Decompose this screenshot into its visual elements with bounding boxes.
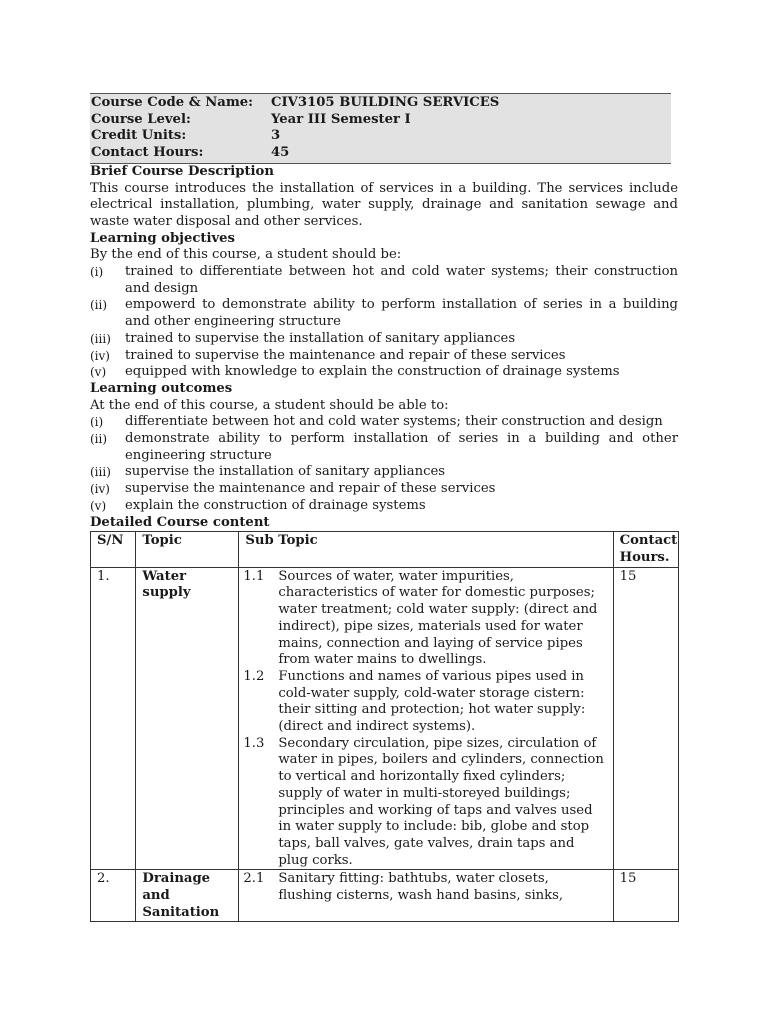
table-header-row (91, 532, 679, 567)
table-row (91, 567, 679, 870)
list-item (90, 464, 678, 481)
outcomes-heading: Learning outcomes (90, 380, 233, 396)
row-topic: Water supply (136, 567, 239, 870)
subtopic-text: Functions and names of various pipes used in cold-water supply, cold-water storage cistern: their sitting and protection; hot water supply: (direct and indirect systems). (278, 668, 586, 735)
subtopic-item (245, 871, 606, 904)
list-item (90, 348, 678, 365)
row-sn: 1. (91, 567, 136, 870)
list-item-number: (iii) (90, 465, 111, 480)
list-item-number: (iv) (90, 482, 110, 497)
list-item-text: supervise the maintenance and repair of these services (125, 481, 496, 497)
table-row (91, 870, 679, 922)
list-item-text: equipped with knowledge to explain the construction of drainage systems (125, 364, 620, 380)
subtopic-number: 1.2 (243, 668, 265, 684)
subtopic-text: Sources of water, water impurities, characteristics of water for domestic purposes; water treatment; cold water supply: (direct and indirect), pipe sizes, materials used for water mains, connection and laying of service pipes from water mains to dwellings. (278, 568, 598, 668)
list-item (90, 481, 678, 498)
list-item-number: (iv) (90, 348, 110, 363)
list-item-number: (ii) (90, 432, 108, 447)
subtopic-text: Sanitary fitting: bathtubs, water closets, flushing cisterns, wash hand basins, sinks, (278, 871, 564, 904)
list-item-number: (ii) (90, 298, 108, 313)
row-sn: 2. (91, 870, 136, 922)
objectives-intro: By the end of this course, a student should be: (90, 247, 402, 263)
list-item-text: differentiate between hot and cold water systems; their construction and design (125, 414, 663, 430)
subtopic-number: 2.1 (243, 871, 265, 887)
course-info-label: Course Level: (91, 111, 191, 127)
list-item-number: (i) (90, 415, 104, 430)
row-hours: 15 (613, 567, 678, 870)
list-item-number: (i) (90, 265, 104, 280)
column-header-subtopic: Sub Topic (239, 532, 613, 567)
subtopic-item (245, 669, 606, 736)
description-text: This course introduces the installation of services in a building. The services include electrical installation, plumbing, water supply, drainage and sanitation sewage and waste water disposal and other services. (90, 180, 678, 229)
list-item-text: supervise the installation of sanitary appliances (125, 464, 446, 480)
row-subtopics (239, 870, 613, 922)
row-subtopics (239, 567, 613, 870)
row-hours: 15 (613, 870, 678, 922)
list-item (90, 264, 678, 297)
list-item-text: demonstrate ability to perform installation of series in a building and other engineering structure (125, 431, 678, 463)
course-info-label: Course Code & Name: (91, 95, 254, 110)
course-info-value: CIV3105 BUILDING SERVICES (271, 95, 500, 110)
list-item-text: trained to differentiate between hot and cold water systems; their construction and design (125, 264, 678, 296)
course-info-row (91, 145, 671, 162)
objectives-heading: Learning objectives (90, 230, 235, 246)
subtopic-text: Secondary circulation, pipe sizes, circulation of water in pipes, boilers and cylinders, connection to vertical and horizontally fixed cylinders; supply of water in multi-storeyed buildings; principles and working of taps and valves used in water supply to include: bib, globe and stop taps, ball valves, gate valves, drain taps and plug corks. (278, 735, 604, 868)
row-topic: Drainage and Sanitation (136, 870, 239, 922)
list-item (90, 498, 678, 515)
list-item-text: trained to supervise the maintenance and repair of these services (125, 347, 566, 363)
column-header-sn: S/N (91, 532, 136, 567)
list-item-text: trained to supervise the installation of sanitary appliances (125, 330, 516, 346)
course-info-value: 45 (271, 145, 290, 161)
course-info-row (91, 128, 671, 145)
list-item-number: (v) (90, 365, 107, 380)
objectives-list (90, 264, 678, 381)
list-item-number: (v) (90, 498, 107, 513)
course-info-row (91, 95, 671, 112)
subtopic-item (245, 569, 606, 669)
course-info-label: Credit Units: (91, 128, 187, 144)
outcomes-list (90, 414, 678, 514)
subtopic-number: 1.3 (243, 735, 265, 751)
course-info-box (90, 93, 671, 164)
subtopic-number: 1.1 (243, 568, 265, 584)
description-heading: Brief Course Description (90, 163, 274, 179)
list-item (90, 364, 678, 381)
list-item-text: explain the construction of drainage systems (125, 497, 426, 513)
column-header-hours: Contact Hours. (613, 532, 678, 567)
list-item (90, 414, 678, 431)
column-header-topic: Topic (136, 532, 239, 567)
course-content-table (90, 531, 679, 922)
list-item (90, 297, 678, 330)
outcomes-intro: At the end of this course, a student should be able to: (90, 397, 449, 413)
course-info-row (91, 112, 671, 129)
course-info-value: Year III Semester I (271, 111, 411, 127)
course-info-label: Contact Hours: (91, 145, 204, 161)
list-item-number: (iii) (90, 331, 111, 346)
list-item (90, 431, 678, 464)
content-heading: Detailed Course content (90, 514, 270, 530)
list-item-text: empowerd to demonstrate ability to perform installation of series in a building and other engineering structure (125, 297, 678, 330)
course-info-value: 3 (271, 128, 281, 144)
subtopic-item (245, 736, 606, 870)
course-document (90, 93, 678, 922)
list-item (90, 331, 678, 348)
